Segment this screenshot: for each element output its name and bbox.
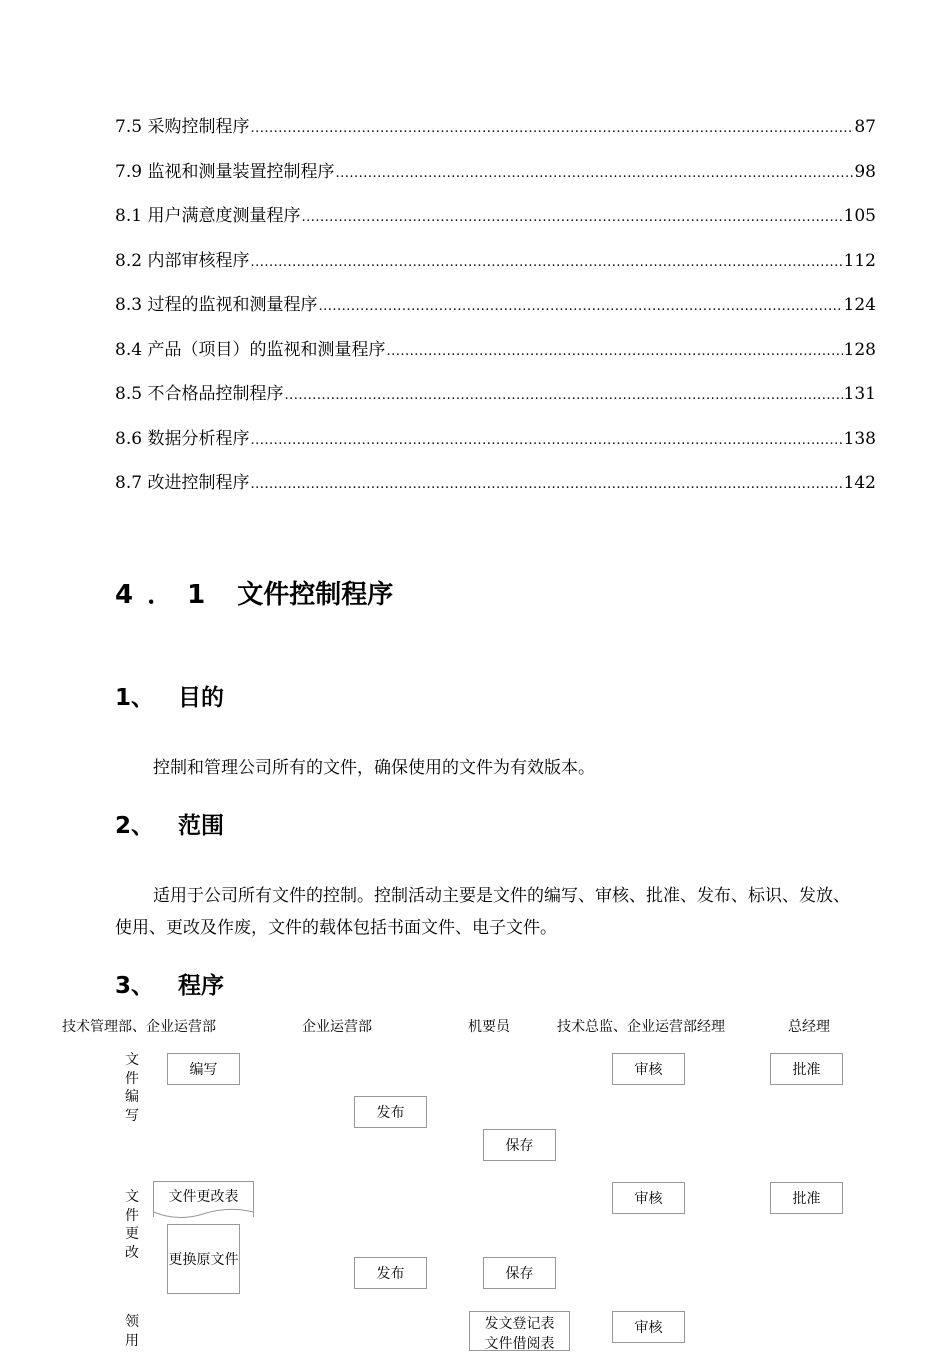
lane-header-director: 技术总监、企业运营部经理 [557,1019,725,1035]
toc-entry-label: 7.9 监视和测量装置控制程序 [115,161,335,182]
flow-box-publish[interactable]: 发布 [354,1096,427,1128]
toc-leader-dots [250,427,842,455]
purpose-text: 控制和管理公司所有的文件，确保使用的文件为有效版本。 [153,758,595,778]
toc-leader-dots [250,249,842,277]
flow-box-review[interactable]: 审核 [612,1053,685,1085]
toc-entry-page: 98 [854,161,876,182]
table-of-contents [115,113,876,514]
flow-borrow-label: 文件借阅表 [484,1336,555,1352]
toc-entry-label: 8.6 数据分析程序 [115,428,250,449]
toc-leader-dots [301,204,842,232]
toc-leader-dots [335,160,853,188]
scope-number: 2、 [115,813,155,839]
flow-box-review[interactable]: 审核 [612,1311,685,1343]
toc-entry[interactable] [115,380,876,425]
toc-entry[interactable] [115,158,876,203]
section-heading [115,577,393,613]
flow-box-register-forms[interactable] [469,1311,570,1351]
flow-box-review[interactable]: 审核 [612,1182,685,1214]
toc-entry-page: 131 [843,384,876,404]
toc-entry-page: 124 [843,295,876,315]
purpose-number: 1、 [115,685,155,711]
procedure-number: 3、 [115,973,155,999]
flow-box-approve[interactable]: 批准 [770,1182,843,1214]
purpose-paragraph [115,752,855,784]
flow-box-save[interactable]: 保存 [483,1129,556,1161]
lane-header-general-manager: 总经理 [788,1019,830,1035]
toc-entry-page: 142 [843,473,876,493]
lane-header-operations: 企业运营部 [302,1019,372,1035]
toc-leader-dots [318,293,842,321]
toc-entry[interactable] [115,202,876,247]
toc-entry-label: 8.5 不合格品控制程序 [115,384,284,404]
toc-entry[interactable] [115,336,876,381]
scope-heading [115,810,224,842]
toc-leader-dots [250,115,853,143]
toc-entry-label: 7.5 采购控制程序 [115,117,250,137]
procedure-title: 程序 [178,973,225,999]
scope-title: 范围 [178,813,225,839]
toc-entry[interactable] [115,113,876,158]
toc-entry-label: 8.1 用户满意度测量程序 [115,206,301,226]
lane-header-clerk: 机要员 [468,1019,510,1035]
toc-leader-dots [386,338,842,366]
toc-entry-page: 112 [843,250,876,271]
row-label-collection: 领 用 [125,1314,139,1349]
purpose-heading [115,682,224,714]
toc-entry-page: 105 [843,206,876,226]
toc-entry-label: 8.4 产品（项目）的监视和测量程序 [115,339,386,360]
section-title: 文件控制程序 [237,580,394,610]
toc-entry-page: 87 [854,117,876,137]
toc-entry[interactable] [115,247,876,292]
scope-text: 适用于公司所有文件的控制。控制活动主要是文件的编写、审核、批准、发布、标识、发放、使用、更改及作废，文件的载体包括书面文件、电子文件。 [115,886,850,938]
flow-doc-change-form[interactable] [153,1181,254,1217]
toc-entry-page: 138 [843,428,876,449]
toc-entry[interactable] [115,425,876,470]
toc-entry-label: 8.3 过程的监视和测量程序 [115,295,318,315]
flow-register-label: 发文登记表 [484,1316,555,1332]
toc-entry-label: 8.7 改进控制程序 [115,473,250,493]
lane-header-tech-management: 技术管理部、企业运营部 [62,1019,216,1035]
flow-doc-change-form-label: 文件更改表 [168,1189,239,1205]
flow-box-replace-original[interactable]: 更换原文件 [167,1224,240,1294]
toc-entry-label: 8.2 内部审核程序 [115,250,250,271]
row-label-document-change: 文 件 更 改 [125,1189,139,1261]
flow-box-write[interactable]: 编写 [167,1053,240,1085]
toc-leader-dots [250,471,842,499]
flow-box-publish[interactable]: 发布 [354,1257,427,1289]
scope-paragraph [115,880,855,944]
toc-entry-page: 128 [843,339,876,360]
row-label-document-writing: 文 件 编 写 [125,1052,139,1124]
procedure-heading [115,970,224,1002]
toc-entry[interactable] [115,469,876,514]
toc-leader-dots [284,382,842,410]
purpose-title: 目的 [178,685,225,711]
flow-box-approve[interactable]: 批准 [770,1053,843,1085]
flow-box-save[interactable]: 保存 [483,1257,556,1289]
toc-entry[interactable] [115,291,876,336]
section-number: 4．1 [115,580,220,610]
